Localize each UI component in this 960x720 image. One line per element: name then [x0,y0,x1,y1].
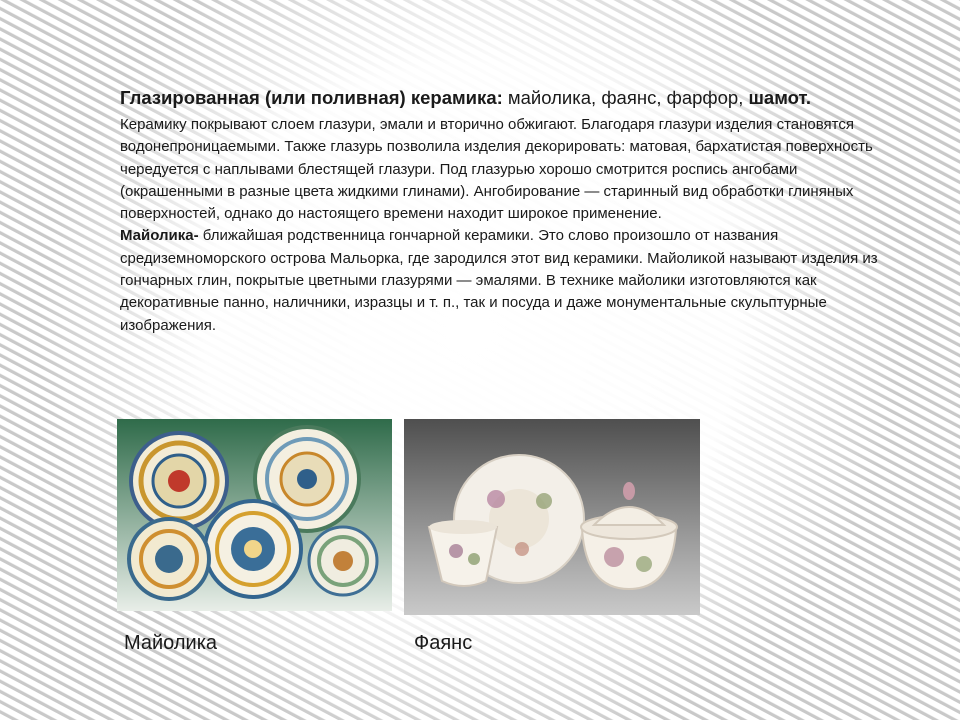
majolica-term: Майолика- [120,227,199,245]
majolica-plates-photo [117,419,392,611]
heading-bold: Глазированная (или поливная) керамика: [120,87,503,108]
heading-normal: майолика, фаянс, фарфор, [502,87,749,108]
plate-left-bottom [129,519,209,599]
paragraph-majolica-text: ближайшая родственница гончарной керамики. Это слово произошло от названия средиземноморского острова Мальорка, где зародился этот вид керамики. Майоликой называют изделия из гончарных глин, покрытые цветными глазурями — эмалями. В технике майолики изготовляются как декоративные панно, наличники, изразцы и т. п., так и посуда и даже монументальные скульптурные изображения. [120,227,878,334]
plate-center [205,501,301,597]
slide-heading [120,84,880,111]
caption-faience: Фаянс [414,632,473,654]
plate-right-small [309,527,377,595]
plate-large-left [131,433,227,529]
paragraph-ceramics-text: Керамику покрывают слоем глазури, эмали и вторично обжигают. Благодаря глазури изделия становятся водонепроницаемыми. Также глазурь позволила изделия декорировать: матовая, бархатистая поверхность чередуется с наплывами блестящей глазури. Под глазурью хорошо смотрится роспись ангобами (окрашенными в разные цвета жидкими глинами). Ангобирование — старинный вид обработки глиняных поверхностей, однако до настоящего времени находит широкое применение. [120,116,873,223]
heading-bold-end: шамот. [748,87,812,108]
caption-majolica: Майолика [124,632,218,654]
paragraph-ceramics [120,114,880,225]
text-content [120,84,880,337]
paragraph-majolica [120,225,880,336]
faience-dishes-photo [404,419,700,615]
